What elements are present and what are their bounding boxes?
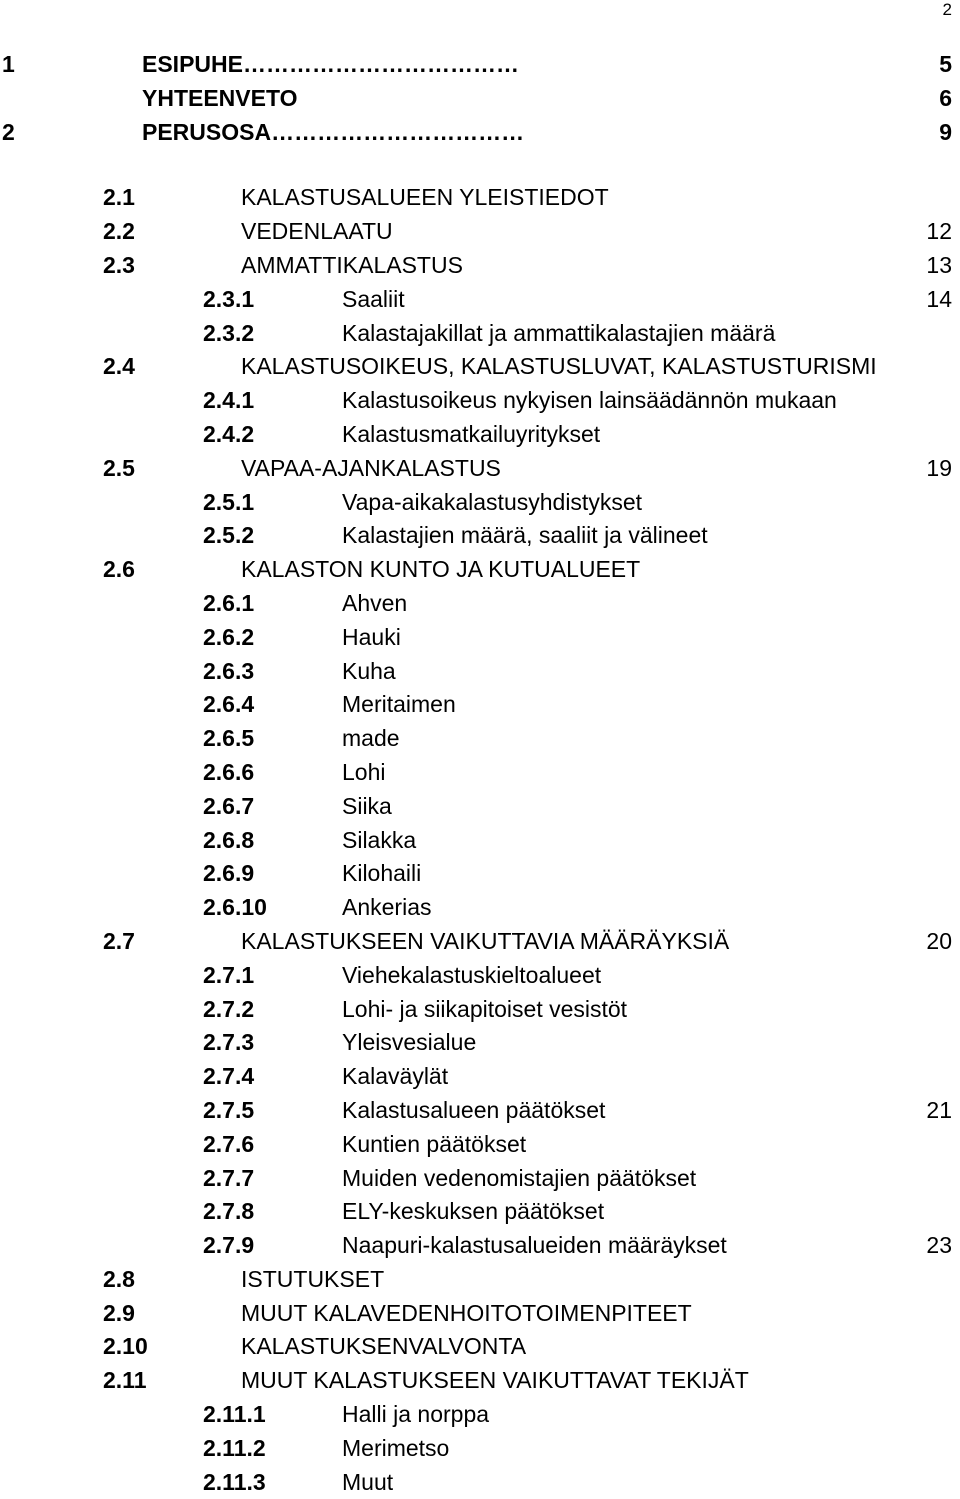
toc-entry xyxy=(0,1229,960,1263)
toc-entry-title: KALASTUKSENVALVONTA xyxy=(241,1333,527,1360)
toc-entry-number: 2.1 xyxy=(103,184,135,211)
toc-entry-page: 23 xyxy=(926,1232,952,1259)
toc-entry xyxy=(0,1330,960,1364)
toc-entry-title: ISTUTUKSET xyxy=(241,1265,385,1292)
toc-entry-number: 2.7.8 xyxy=(203,1198,255,1225)
section-gap xyxy=(0,149,960,181)
toc-entry-page: 20 xyxy=(926,927,952,954)
toc-entry-number: 2.5.1 xyxy=(203,488,255,515)
toc-entry-number: 2.7.3 xyxy=(203,1029,255,1056)
toc-entry-number: 2.7.1 xyxy=(203,961,255,988)
toc-entry-number: 2.3.2 xyxy=(203,319,255,346)
toc-entry-number: 2.11.3 xyxy=(203,1468,266,1495)
toc-entry xyxy=(0,1128,960,1162)
toc-entry-number: 2.7.7 xyxy=(203,1164,255,1191)
toc-entry-page: 12 xyxy=(926,218,952,245)
toc-entry-number: 2.6.10 xyxy=(203,894,267,921)
toc-entry-number: 1 xyxy=(2,51,15,77)
toc-entry-title: ESIPUHE……………………………… xyxy=(142,51,519,77)
toc-entry xyxy=(0,891,960,925)
toc-entry-page: 5 xyxy=(939,51,952,77)
toc-entry-title: YHTEENVETO xyxy=(142,84,298,111)
toc-entry-title: Kalastajien määrä, saaliit ja välineet xyxy=(342,522,708,549)
toc-entry-title: Ahven xyxy=(342,589,408,616)
toc-entry xyxy=(0,116,960,150)
toc-entry-title: KALASTUSOIKEUS, KALASTUSLUVAT, KALASTUSTURISMI xyxy=(241,353,877,380)
toc-entry-title: made xyxy=(342,725,400,752)
toc-entry-title: Yleisvesialue xyxy=(342,1029,477,1056)
toc-entry-title: Ankerias xyxy=(342,894,432,921)
toc-entry-number: 2.10 xyxy=(103,1333,148,1360)
toc-entry-number: 2.6.1 xyxy=(203,589,255,616)
toc-entry-number: 2.3.1 xyxy=(203,285,255,312)
toc-entry xyxy=(0,621,960,655)
toc-entry-title: KALASTUSALUEEN YLEISTIEDOT xyxy=(241,184,609,211)
toc-entry xyxy=(0,48,960,82)
toc-entry-number: 2.3 xyxy=(103,251,135,278)
toc-entry xyxy=(0,925,960,959)
toc-entry-number: 2 xyxy=(2,118,15,145)
toc-entry-title: Kuntien päätökset xyxy=(342,1130,527,1157)
toc-entry-number: 2.7.5 xyxy=(203,1096,255,1123)
toc-entry-title: Kilohaili xyxy=(342,860,422,887)
toc-entry-title: AMMATTIKALASTUS xyxy=(241,251,463,278)
toc-entry-page: 19 xyxy=(926,454,952,481)
toc-entry-title: Muut xyxy=(342,1468,394,1495)
toc-entry-number: 2.7.4 xyxy=(203,1063,255,1090)
toc-entry-title: Hauki xyxy=(342,623,401,650)
toc-entry-number: 2.6.6 xyxy=(203,758,255,785)
toc-entry-title: Silakka xyxy=(342,826,417,853)
toc-entry-page: 13 xyxy=(926,251,952,278)
toc-entry-number: 2.6.3 xyxy=(203,657,255,684)
toc-entry-number: 2.6 xyxy=(103,556,135,583)
toc-entry xyxy=(0,1060,960,1094)
toc-entry xyxy=(0,1432,960,1466)
toc-entry xyxy=(0,384,960,418)
toc-entry-number: 2.11 xyxy=(103,1367,147,1394)
toc-entry xyxy=(0,249,960,283)
toc-entry xyxy=(0,1398,960,1432)
toc-entry-title: Halli ja norppa xyxy=(342,1401,490,1428)
toc-entry xyxy=(0,350,960,384)
toc-entry-page: 6 xyxy=(939,84,952,111)
toc-entry-number: 2.8 xyxy=(103,1265,135,1292)
toc-entry-number: 2.6.2 xyxy=(203,623,255,650)
toc-entry-title: Kalaväylät xyxy=(342,1063,449,1090)
toc-entry-number: 2.5 xyxy=(103,454,135,481)
toc-entry xyxy=(0,1026,960,1060)
toc-entry-page: 9 xyxy=(939,118,952,145)
toc-entry-title: Meritaimen xyxy=(342,691,456,718)
toc-entry xyxy=(0,688,960,722)
toc-entry xyxy=(0,824,960,858)
toc-entry-number: 2.5.2 xyxy=(203,522,255,549)
toc-entry-number: 2.2 xyxy=(103,218,135,245)
toc-entry xyxy=(0,1094,960,1128)
toc-entry xyxy=(0,993,960,1027)
toc-entry-number: 2.6.7 xyxy=(203,792,255,819)
toc-entry xyxy=(0,790,960,824)
toc-entry-title: Kuha xyxy=(342,657,396,684)
toc-entry-title: Merimetso xyxy=(342,1434,450,1461)
toc-entry-title: PERUSOSA…………………………… xyxy=(142,118,525,145)
toc-entry xyxy=(0,857,960,891)
toc-entry-title: KALASTON KUNTO JA KUTUALUEET xyxy=(241,556,641,583)
toc-entry xyxy=(0,1195,960,1229)
toc-entry-number: 2.11.2 xyxy=(203,1434,266,1461)
toc-entry-title: Saaliit xyxy=(342,285,405,312)
toc-entry-title: Lohi xyxy=(342,758,386,785)
toc-entry-page: 14 xyxy=(926,285,952,312)
toc-entry xyxy=(0,1364,960,1398)
toc-entry xyxy=(0,655,960,689)
toc-entry xyxy=(0,317,960,351)
toc-entry-number: 2.6.5 xyxy=(203,725,255,752)
toc-entry-number: 2.4.2 xyxy=(203,420,255,447)
toc-entry xyxy=(0,82,960,116)
toc-entry xyxy=(0,215,960,249)
toc-entry xyxy=(0,283,960,317)
toc-entry-number: 2.6.9 xyxy=(203,860,255,887)
toc-entry-number: 2.9 xyxy=(103,1299,135,1326)
toc-entry-title: Kalastusalueen päätökset xyxy=(342,1096,606,1123)
toc-entry-title: Siika xyxy=(342,792,392,819)
toc-entry xyxy=(0,1297,960,1331)
toc-entry-title: VEDENLAATU xyxy=(241,218,393,245)
toc-entry-number: 2.6.8 xyxy=(203,826,255,853)
toc-entry xyxy=(0,1466,960,1499)
toc-entry xyxy=(0,181,960,215)
toc-entry-number: 2.11.1 xyxy=(203,1401,266,1428)
toc-entry-title: Naapuri-kalastusalueiden määräykset xyxy=(342,1232,727,1259)
toc-entry-number: 2.4 xyxy=(103,353,135,380)
toc-entry xyxy=(0,587,960,621)
toc-entry-title: Kalastusoikeus nykyisen lainsäädännön mukaan xyxy=(342,387,837,414)
toc-entry-title: Lohi- ja siikapitoiset vesistöt xyxy=(342,995,628,1022)
toc-entry-title: MUUT KALAVEDENHOITOTOIMENPITEET xyxy=(241,1299,692,1326)
toc-entry-title: Vapa-aikakalastusyhdistykset xyxy=(342,488,642,515)
table-of-contents xyxy=(0,48,960,1499)
toc-entry xyxy=(0,418,960,452)
toc-entry xyxy=(0,486,960,520)
toc-entry xyxy=(0,1263,960,1297)
toc-entry-number: 2.7 xyxy=(103,927,135,954)
toc-entry-number: 2.7.6 xyxy=(203,1130,255,1157)
toc-entry-title: Kalastusmatkailuyritykset xyxy=(342,420,601,447)
toc-entry-title: Viehekalastuskieltoalueet xyxy=(342,961,602,988)
toc-entry-number: 2.7.2 xyxy=(203,995,255,1022)
toc-entry xyxy=(0,1162,960,1196)
toc-entry-title: ELY-keskuksen päätökset xyxy=(342,1198,605,1225)
toc-entry xyxy=(0,519,960,553)
toc-entry xyxy=(0,756,960,790)
toc-entry-number: 2.6.4 xyxy=(203,691,255,718)
toc-entry-page: 21 xyxy=(926,1096,952,1123)
toc-entry-title: Kalastajakillat ja ammattikalastajien määrä xyxy=(342,319,776,346)
toc-entry xyxy=(0,959,960,993)
toc-entry xyxy=(0,722,960,756)
page-number: 2 xyxy=(942,0,952,19)
toc-entry-title: KALASTUKSEEN VAIKUTTAVIA MÄÄRÄYKSIÄ xyxy=(241,927,730,954)
toc-entry-title: Muiden vedenomistajien päätökset xyxy=(342,1164,697,1191)
toc-entry-title: VAPAA-AJANKALASTUS xyxy=(241,454,501,481)
toc-entry xyxy=(0,452,960,486)
toc-entry xyxy=(0,553,960,587)
toc-entry-number: 2.4.1 xyxy=(203,387,255,414)
toc-entry-title: MUUT KALASTUKSEEN VAIKUTTAVAT TEKIJÄT xyxy=(241,1367,749,1394)
toc-entry-number: 2.7.9 xyxy=(203,1232,255,1259)
